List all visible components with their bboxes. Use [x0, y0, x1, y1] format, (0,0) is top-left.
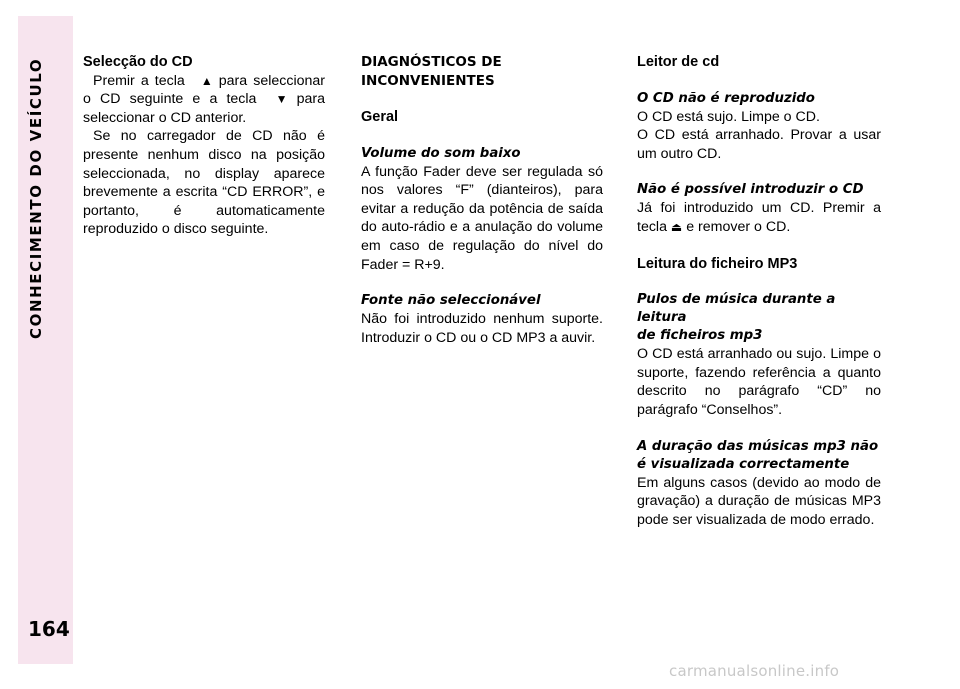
paragraph-no-media: Não foi introduzido nenhum suporte. Introduzir o CD ou o CD MP3 a auvir.: [361, 311, 603, 346]
diagnostics-title-line1: DIAGNÓSTICOS DE: [361, 54, 502, 70]
section-title: CONHECIMENTO DO VEÍCULO: [27, 58, 45, 340]
subheading-cannot-insert: Não é possível introduzir o CD: [637, 182, 864, 198]
subheading-not-playing: O CD não é reproduzido: [637, 90, 815, 106]
column-cd-player: [637, 53, 881, 529]
heading-cd-selection: Selecção do CD: [83, 54, 193, 70]
down-arrow-icon: ▼: [275, 92, 288, 107]
subheading-source: Fonte não seleccionável: [361, 293, 541, 309]
diagnostics-title-line2: INCONVENIENTES: [361, 72, 495, 89]
paragraph-cd-error: Se no carregador de CD não é presente nenhum disco na posição seleccionada, no display aparece brevemente a escrita “CD ERROR”, e portanto, é automaticamente reproduzido o disco seguinte.: [83, 128, 325, 238]
paragraph-fader: A função Fader deve ser regulada só nos valores “F” (dianteiros), para evitar a redução da potência de saída do auto-rádio e a anulação do volume em caso de regulação do nível do Fader = R+9.: [361, 163, 603, 273]
text-fragment: Já foi introduzido um CD. Premir a tecla: [637, 200, 881, 235]
subheading-low-volume: Volume do som baixo: [361, 145, 521, 161]
paragraph-eject: [637, 199, 881, 236]
paragraph-scratched-media: O CD está arranhado ou sujo. Limpe o suporte, fazendo referência a quanto descrito no parágrafo “CD” no parágrafo “Conselhos”.: [637, 346, 881, 418]
paragraph-scratched-cd: O CD está arranhado. Provar a usar um outro CD.: [637, 127, 881, 162]
paragraph-duration: Em alguns casos (devido ao modo de gravação) a duração de músicas MP3 pode ser visualizada de modo errado.: [637, 474, 881, 528]
paragraph-cd-keys: [83, 72, 325, 128]
heading-general: Geral: [361, 109, 399, 125]
text-fragment: e remover o CD.: [682, 218, 791, 235]
subheading-duration-line2: é visualizada correctamente: [637, 456, 850, 472]
page-number: 164: [28, 617, 70, 641]
heading-cd-reader: Leitor de cd: [637, 54, 720, 70]
paragraph-dirty-cd: O CD está sujo. Limpe o CD.: [637, 108, 820, 125]
watermark-text: carmanualsonline.info: [669, 662, 840, 680]
text-fragment: para seleccionar o CD anterior.: [83, 91, 325, 126]
up-arrow-icon: ▲: [200, 73, 213, 88]
heading-mp3: Leitura do ficheiro MP3: [637, 255, 798, 272]
column-cd-selection: [83, 53, 325, 239]
text-fragment: para seleccionar o CD seguinte e a tecla: [83, 72, 325, 108]
eject-icon: ⏏: [670, 219, 683, 234]
subheading-skips-line2: de ficheiros mp3: [637, 328, 763, 344]
subheading-duration-line1: A duração das músicas mp3 não: [637, 438, 879, 454]
subheading-skips-line1: Pulos de música durante a leitura: [637, 292, 836, 326]
column-diagnostics: [361, 53, 603, 347]
text-fragment: Premir a tecla: [93, 72, 191, 89]
